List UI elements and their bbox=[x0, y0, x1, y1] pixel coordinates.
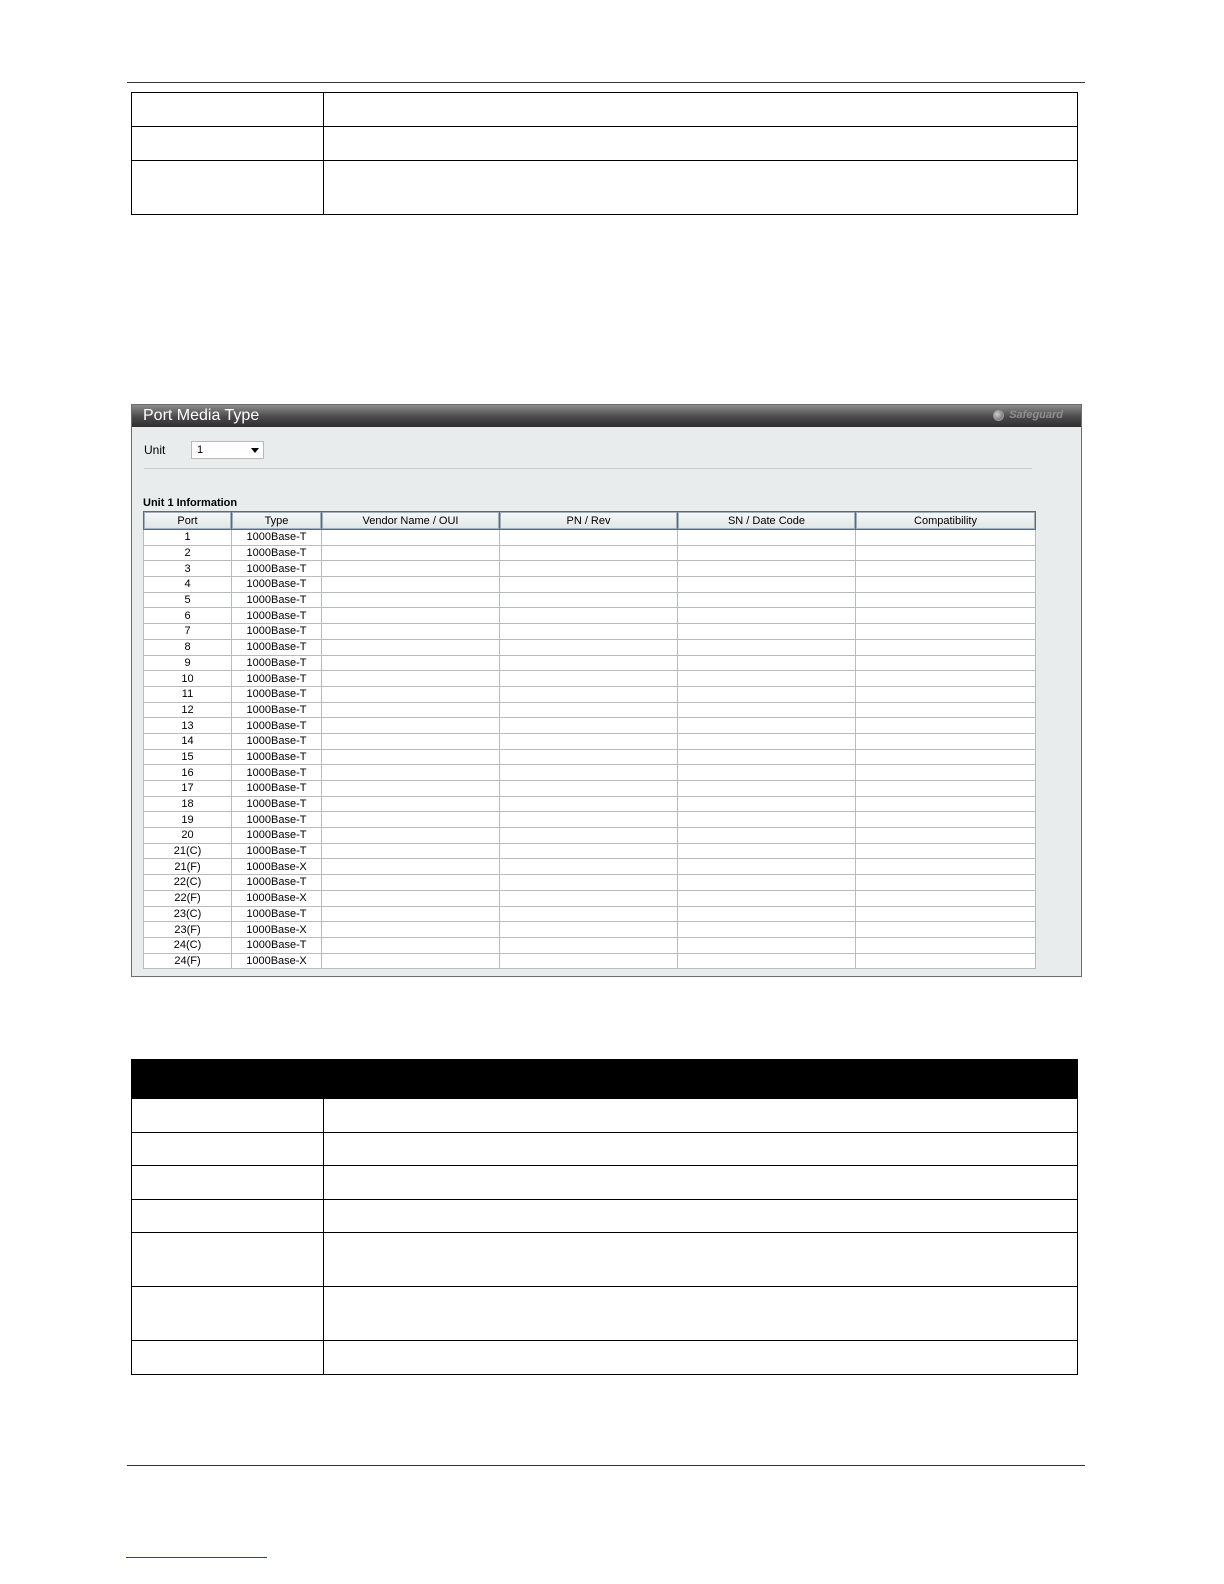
sn-date-cell bbox=[678, 875, 856, 891]
doc-header-cell bbox=[132, 1060, 324, 1099]
doc-cell bbox=[132, 1133, 324, 1166]
table-row bbox=[144, 937, 1036, 953]
unit-select-value: 1 bbox=[197, 444, 204, 456]
vendor-cell bbox=[322, 953, 500, 969]
table-row bbox=[144, 624, 1036, 640]
pn-rev-cell bbox=[500, 686, 678, 702]
sn-date-cell bbox=[678, 655, 856, 671]
sn-date-cell bbox=[678, 890, 856, 906]
port-cell: 18 bbox=[144, 796, 232, 812]
pn-rev-cell bbox=[500, 530, 678, 546]
port-cell: 21(C) bbox=[144, 843, 232, 859]
sn-date-cell bbox=[678, 953, 856, 969]
table-row bbox=[144, 671, 1036, 687]
sn-date-cell bbox=[678, 545, 856, 561]
compatibility-cell bbox=[856, 702, 1036, 718]
compatibility-cell bbox=[856, 875, 1036, 891]
sn-date-cell bbox=[678, 561, 856, 577]
compatibility-cell bbox=[856, 906, 1036, 922]
sn-date-cell bbox=[678, 765, 856, 781]
sn-date-cell bbox=[678, 749, 856, 765]
compatibility-cell bbox=[856, 812, 1036, 828]
compatibility-cell bbox=[856, 639, 1036, 655]
type-cell: 1000Base-T bbox=[232, 530, 322, 546]
sn-date-cell bbox=[678, 671, 856, 687]
vendor-cell bbox=[322, 530, 500, 546]
table-row bbox=[144, 655, 1036, 671]
port-cell: 7 bbox=[144, 624, 232, 640]
doc-cell bbox=[324, 1099, 1078, 1133]
port-cell: 10 bbox=[144, 671, 232, 687]
doc-cell bbox=[324, 1287, 1078, 1341]
vendor-cell bbox=[322, 890, 500, 906]
pn-rev-cell bbox=[500, 859, 678, 875]
port-cell: 16 bbox=[144, 765, 232, 781]
compatibility-cell bbox=[856, 608, 1036, 624]
type-cell: 1000Base-T bbox=[232, 906, 322, 922]
type-cell: 1000Base-T bbox=[232, 937, 322, 953]
port-cell: 2 bbox=[144, 545, 232, 561]
unit-row bbox=[144, 441, 264, 459]
pn-rev-cell bbox=[500, 592, 678, 608]
pn-rev-cell bbox=[500, 765, 678, 781]
type-cell: 1000Base-T bbox=[232, 765, 322, 781]
sn-date-cell bbox=[678, 608, 856, 624]
doc-cell bbox=[132, 1233, 324, 1287]
vendor-cell bbox=[322, 702, 500, 718]
doc-cell bbox=[324, 1200, 1078, 1233]
doc-cell bbox=[324, 1341, 1078, 1375]
pn-rev-cell bbox=[500, 624, 678, 640]
compatibility-cell bbox=[856, 592, 1036, 608]
type-cell: 1000Base-T bbox=[232, 655, 322, 671]
pn-rev-cell bbox=[500, 655, 678, 671]
port-cell: 24(C) bbox=[144, 937, 232, 953]
compatibility-cell bbox=[856, 781, 1036, 797]
vendor-cell bbox=[322, 639, 500, 655]
vendor-cell bbox=[322, 608, 500, 624]
compatibility-cell bbox=[856, 796, 1036, 812]
port-cell: 20 bbox=[144, 828, 232, 844]
pn-rev-cell bbox=[500, 718, 678, 734]
doc-cell bbox=[132, 1341, 324, 1375]
type-cell: 1000Base-T bbox=[232, 796, 322, 812]
table-row bbox=[144, 592, 1036, 608]
table-row bbox=[144, 545, 1036, 561]
table-row bbox=[144, 702, 1036, 718]
pn-rev-cell bbox=[500, 608, 678, 624]
column-header-sn-date: SN / Date Code bbox=[678, 512, 856, 530]
table-row bbox=[144, 561, 1036, 577]
table-row bbox=[144, 749, 1036, 765]
doc-table-bottom bbox=[131, 1059, 1078, 1375]
port-cell: 19 bbox=[144, 812, 232, 828]
vendor-cell bbox=[322, 671, 500, 687]
vendor-cell bbox=[322, 545, 500, 561]
column-header-pn-rev: PN / Rev bbox=[500, 512, 678, 530]
pn-rev-cell bbox=[500, 843, 678, 859]
table-row bbox=[144, 686, 1036, 702]
type-cell: 1000Base-T bbox=[232, 671, 322, 687]
doc-cell bbox=[324, 161, 1078, 215]
pn-rev-cell bbox=[500, 561, 678, 577]
type-cell: 1000Base-T bbox=[232, 781, 322, 797]
type-cell: 1000Base-T bbox=[232, 577, 322, 593]
pn-rev-cell bbox=[500, 796, 678, 812]
pn-rev-cell bbox=[500, 733, 678, 749]
compatibility-cell bbox=[856, 686, 1036, 702]
type-cell: 1000Base-T bbox=[232, 875, 322, 891]
port-cell: 22(C) bbox=[144, 875, 232, 891]
pn-rev-cell bbox=[500, 781, 678, 797]
sn-date-cell bbox=[678, 843, 856, 859]
vendor-cell bbox=[322, 812, 500, 828]
compatibility-cell bbox=[856, 733, 1036, 749]
compatibility-cell bbox=[856, 749, 1036, 765]
sn-date-cell bbox=[678, 530, 856, 546]
compatibility-cell bbox=[856, 765, 1036, 781]
pn-rev-cell bbox=[500, 812, 678, 828]
port-cell: 14 bbox=[144, 733, 232, 749]
table-header-row bbox=[144, 512, 1036, 530]
type-cell: 1000Base-T bbox=[232, 545, 322, 561]
port-cell: 3 bbox=[144, 561, 232, 577]
sn-date-cell bbox=[678, 828, 856, 844]
pn-rev-cell bbox=[500, 828, 678, 844]
doc-table-top bbox=[131, 92, 1078, 215]
table-row bbox=[144, 812, 1036, 828]
footer-link-underline[interactable] bbox=[126, 1557, 267, 1558]
vendor-cell bbox=[322, 655, 500, 671]
section-divider bbox=[144, 468, 1032, 469]
table-row bbox=[144, 922, 1036, 938]
pn-rev-cell bbox=[500, 922, 678, 938]
table-row bbox=[144, 608, 1036, 624]
compatibility-cell bbox=[856, 655, 1036, 671]
port-cell: 8 bbox=[144, 639, 232, 655]
safeguard-label: Safeguard bbox=[1009, 409, 1063, 421]
compatibility-cell bbox=[856, 671, 1036, 687]
column-header-type: Type bbox=[232, 512, 322, 530]
table-row bbox=[144, 843, 1036, 859]
vendor-cell bbox=[322, 796, 500, 812]
column-header-vendor: Vendor Name / OUI bbox=[322, 512, 500, 530]
sn-date-cell bbox=[678, 796, 856, 812]
port-cell: 12 bbox=[144, 702, 232, 718]
window-titlebar bbox=[132, 405, 1081, 427]
vendor-cell bbox=[322, 577, 500, 593]
pn-rev-cell bbox=[500, 577, 678, 593]
compatibility-cell bbox=[856, 718, 1036, 734]
column-header-compatibility: Compatibility bbox=[856, 512, 1036, 530]
footer-rule bbox=[127, 1465, 1085, 1466]
compatibility-cell bbox=[856, 953, 1036, 969]
vendor-cell bbox=[322, 624, 500, 640]
vendor-cell bbox=[322, 828, 500, 844]
type-cell: 1000Base-X bbox=[232, 859, 322, 875]
port-media-type-window bbox=[131, 404, 1082, 977]
pn-rev-cell bbox=[500, 749, 678, 765]
pn-rev-cell bbox=[500, 953, 678, 969]
doc-cell bbox=[324, 127, 1078, 161]
table-row bbox=[144, 733, 1036, 749]
compatibility-cell bbox=[856, 828, 1036, 844]
port-cell: 24(F) bbox=[144, 953, 232, 969]
table-row bbox=[144, 765, 1036, 781]
compatibility-cell bbox=[856, 545, 1036, 561]
compatibility-cell bbox=[856, 624, 1036, 640]
type-cell: 1000Base-T bbox=[232, 749, 322, 765]
type-cell: 1000Base-T bbox=[232, 608, 322, 624]
port-cell: 17 bbox=[144, 781, 232, 797]
pn-rev-cell bbox=[500, 937, 678, 953]
vendor-cell bbox=[322, 718, 500, 734]
doc-header-cell bbox=[324, 1060, 1078, 1099]
doc-cell bbox=[132, 1287, 324, 1341]
vendor-cell bbox=[322, 937, 500, 953]
sn-date-cell bbox=[678, 718, 856, 734]
table-row bbox=[144, 906, 1036, 922]
table-row bbox=[144, 828, 1036, 844]
type-cell: 1000Base-T bbox=[232, 592, 322, 608]
vendor-cell bbox=[322, 922, 500, 938]
doc-cell bbox=[324, 93, 1078, 127]
vendor-cell bbox=[322, 843, 500, 859]
table-row bbox=[144, 890, 1036, 906]
vendor-cell bbox=[322, 733, 500, 749]
type-cell: 1000Base-X bbox=[232, 922, 322, 938]
port-cell: 5 bbox=[144, 592, 232, 608]
type-cell: 1000Base-X bbox=[232, 953, 322, 969]
safeguard-icon bbox=[993, 410, 1004, 421]
table-row bbox=[144, 875, 1036, 891]
type-cell: 1000Base-T bbox=[232, 733, 322, 749]
port-cell: 11 bbox=[144, 686, 232, 702]
compatibility-cell bbox=[856, 922, 1036, 938]
unit-select[interactable] bbox=[191, 441, 264, 459]
sn-date-cell bbox=[678, 686, 856, 702]
sn-date-cell bbox=[678, 906, 856, 922]
table-row bbox=[144, 796, 1036, 812]
doc-cell bbox=[132, 93, 324, 127]
sn-date-cell bbox=[678, 922, 856, 938]
compatibility-cell bbox=[856, 890, 1036, 906]
compatibility-cell bbox=[856, 577, 1036, 593]
doc-cell bbox=[324, 1166, 1078, 1200]
pn-rev-cell bbox=[500, 906, 678, 922]
type-cell: 1000Base-T bbox=[232, 843, 322, 859]
table-row bbox=[144, 639, 1036, 655]
type-cell: 1000Base-X bbox=[232, 890, 322, 906]
port-cell: 21(F) bbox=[144, 859, 232, 875]
sn-date-cell bbox=[678, 812, 856, 828]
doc-cell bbox=[324, 1233, 1078, 1287]
doc-cell bbox=[132, 1166, 324, 1200]
header-rule bbox=[127, 82, 1085, 83]
pn-rev-cell bbox=[500, 875, 678, 891]
compatibility-cell bbox=[856, 561, 1036, 577]
safeguard-indicator[interactable] bbox=[993, 409, 1063, 421]
doc-cell bbox=[132, 161, 324, 215]
doc-cell bbox=[132, 1200, 324, 1233]
doc-cell bbox=[324, 1133, 1078, 1166]
port-cell: 23(F) bbox=[144, 922, 232, 938]
pn-rev-cell bbox=[500, 639, 678, 655]
table-row bbox=[144, 859, 1036, 875]
type-cell: 1000Base-T bbox=[232, 624, 322, 640]
port-cell: 15 bbox=[144, 749, 232, 765]
vendor-cell bbox=[322, 906, 500, 922]
table-row bbox=[144, 530, 1036, 546]
vendor-cell bbox=[322, 859, 500, 875]
unit-information-title: Unit 1 Information bbox=[143, 497, 238, 509]
port-cell: 1 bbox=[144, 530, 232, 546]
doc-cell bbox=[132, 1099, 324, 1133]
table-row bbox=[144, 718, 1036, 734]
vendor-cell bbox=[322, 592, 500, 608]
type-cell: 1000Base-T bbox=[232, 702, 322, 718]
type-cell: 1000Base-T bbox=[232, 639, 322, 655]
type-cell: 1000Base-T bbox=[232, 561, 322, 577]
table-row bbox=[144, 577, 1036, 593]
port-cell: 23(C) bbox=[144, 906, 232, 922]
vendor-cell bbox=[322, 749, 500, 765]
pn-rev-cell bbox=[500, 702, 678, 718]
table-row bbox=[144, 953, 1036, 969]
table-row bbox=[144, 781, 1036, 797]
type-cell: 1000Base-T bbox=[232, 812, 322, 828]
port-media-table bbox=[143, 511, 1036, 969]
compatibility-cell bbox=[856, 530, 1036, 546]
sn-date-cell bbox=[678, 781, 856, 797]
sn-date-cell bbox=[678, 577, 856, 593]
compatibility-cell bbox=[856, 843, 1036, 859]
type-cell: 1000Base-T bbox=[232, 686, 322, 702]
vendor-cell bbox=[322, 875, 500, 891]
vendor-cell bbox=[322, 765, 500, 781]
sn-date-cell bbox=[678, 702, 856, 718]
sn-date-cell bbox=[678, 592, 856, 608]
sn-date-cell bbox=[678, 733, 856, 749]
pn-rev-cell bbox=[500, 545, 678, 561]
port-cell: 9 bbox=[144, 655, 232, 671]
type-cell: 1000Base-T bbox=[232, 718, 322, 734]
sn-date-cell bbox=[678, 624, 856, 640]
compatibility-cell bbox=[856, 859, 1036, 875]
vendor-cell bbox=[322, 781, 500, 797]
window-title: Port Media Type bbox=[143, 407, 260, 424]
sn-date-cell bbox=[678, 937, 856, 953]
sn-date-cell bbox=[678, 639, 856, 655]
compatibility-cell bbox=[856, 937, 1036, 953]
pn-rev-cell bbox=[500, 890, 678, 906]
vendor-cell bbox=[322, 686, 500, 702]
sn-date-cell bbox=[678, 859, 856, 875]
chevron-down-icon bbox=[251, 448, 259, 453]
port-cell: 22(F) bbox=[144, 890, 232, 906]
pn-rev-cell bbox=[500, 671, 678, 687]
unit-label: Unit bbox=[144, 443, 166, 457]
vendor-cell bbox=[322, 561, 500, 577]
port-cell: 6 bbox=[144, 608, 232, 624]
port-cell: 4 bbox=[144, 577, 232, 593]
doc-cell bbox=[132, 127, 324, 161]
port-cell: 13 bbox=[144, 718, 232, 734]
column-header-port: Port bbox=[144, 512, 232, 530]
type-cell: 1000Base-T bbox=[232, 828, 322, 844]
